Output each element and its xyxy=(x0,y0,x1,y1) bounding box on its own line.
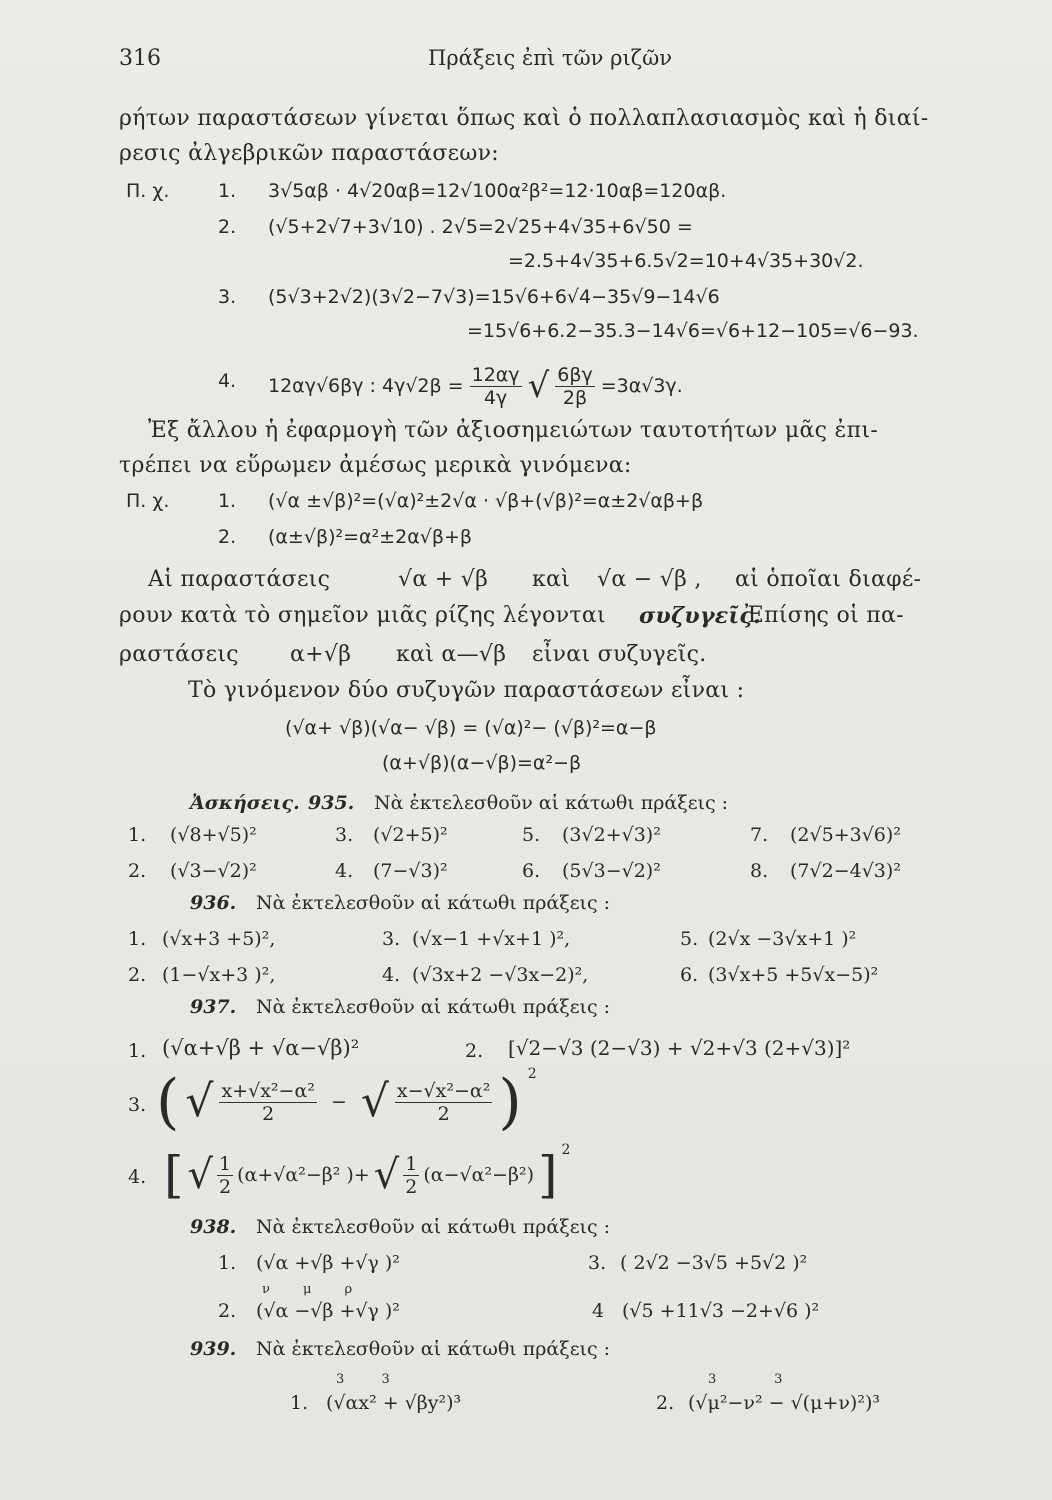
exercise-number: 935. xyxy=(308,792,355,814)
minus-sign: − xyxy=(330,1091,347,1113)
example-number: 2. xyxy=(218,216,237,238)
paragraph-line: Ἐπίσης οἱ πα- xyxy=(745,603,904,628)
exercise-item: (2√x −3√x+1 )² xyxy=(708,928,857,950)
equation: (√5+2√7+3√10) . 2√5=2√25+4√35+6√50 = xyxy=(268,216,693,238)
exercises-heading: Ἀσκήσεις. xyxy=(190,792,300,814)
equation: =3α√3γ. xyxy=(600,375,683,397)
item-number: 4. xyxy=(128,1166,147,1188)
fraction-denominator: 2 xyxy=(405,1175,418,1198)
paragraph-line: καὶ xyxy=(532,567,571,592)
intro-line-2: ρεσις ἀλγεβρικῶν παραστάσεων: xyxy=(119,141,499,166)
item-number: 3. xyxy=(588,1252,607,1274)
bracket-left: [ xyxy=(164,1146,184,1204)
example-label: Π. χ. xyxy=(126,490,170,512)
exercise-item: (√8+√5)² xyxy=(170,824,257,846)
exercise-number: 938. xyxy=(190,1216,237,1238)
fraction xyxy=(217,1153,233,1198)
item-number: 1. xyxy=(128,1040,147,1062)
exercise-item: (√α −√β +√γ )² xyxy=(256,1300,400,1322)
fraction xyxy=(555,364,594,409)
root-indices: ν μ ρ xyxy=(262,1282,353,1297)
item-number: 4 xyxy=(592,1300,605,1322)
fraction-denominator: 2 xyxy=(437,1102,450,1125)
exercise-item: (√αx² + √βy²)³ xyxy=(326,1392,462,1414)
exercise-item xyxy=(164,1142,570,1208)
expression: α+√β xyxy=(290,642,352,667)
fraction-denominator: 2β xyxy=(562,386,588,409)
radical-sign: √ xyxy=(373,1152,400,1198)
item-number: 2. xyxy=(465,1040,484,1062)
exercise-item: (√μ²−ν² − √(μ+ν)²)³ xyxy=(688,1392,880,1414)
paragraph-line: εἶναι συζυγεῖς. xyxy=(532,642,707,667)
item-number: 2. xyxy=(656,1392,675,1414)
item-number: 1. xyxy=(218,1252,237,1274)
item-number: 4. xyxy=(335,860,354,882)
fraction xyxy=(219,1080,316,1125)
example-number: 3. xyxy=(218,286,237,308)
bracket-right: ] xyxy=(537,1146,558,1204)
exercise-item: (√α+√β + √α−√β)² xyxy=(162,1036,360,1060)
root-indices: 3 3 xyxy=(708,1372,783,1387)
exercise-item: (2√5+3√6)² xyxy=(790,824,901,846)
exercise-item: (√α +√β +√γ )² xyxy=(256,1252,400,1274)
exercise-item: (5√3−√2)² xyxy=(562,860,661,882)
exercise-item: (√3x+2 −√3x−2)², xyxy=(412,964,589,986)
page-number: 316 xyxy=(119,46,161,71)
item-number: 8. xyxy=(750,860,769,882)
big-paren-left: ( xyxy=(156,1067,180,1137)
big-paren-right: ) xyxy=(498,1067,522,1137)
exercise-instruction: Νὰ ἐκτελεσθοῦν αἱ κάτωθι πράξεις : xyxy=(256,996,611,1018)
exercise-instruction: Νὰ ἐκτελεσθοῦν αἱ κάτωθι πράξεις : xyxy=(256,1338,611,1360)
paragraph-line: ρουν κατὰ τὸ σημεῖον μιᾶς ρίζης λέγονται xyxy=(119,603,606,628)
item-number: 2. xyxy=(218,1300,237,1322)
exercise-item: (7−√3)² xyxy=(373,860,448,882)
equation: 3√5αβ · 4√20αβ=12√100α²β²=12·10αβ=120αβ. xyxy=(268,180,727,202)
item-number: 1. xyxy=(128,824,147,846)
expression: (α−√α²−β²) xyxy=(423,1164,534,1186)
item-number: 3. xyxy=(335,824,354,846)
emphasis-term: συζυγεῖς. xyxy=(639,603,762,629)
exercise-number: 939. xyxy=(190,1338,237,1360)
paragraph-line: τρέπει να εὕρωμεν ἀμέσως μερικὰ γινόμενα: xyxy=(119,453,632,478)
fraction-numerator: 1 xyxy=(405,1152,418,1175)
exercise-item: [√2−√3 (2−√3) + √2+√3 (2+√3)]² xyxy=(508,1036,851,1060)
item-number: 5. xyxy=(680,928,699,950)
exercise-item: (√2+5)² xyxy=(373,824,448,846)
paragraph-line: Ἐξ ἄλλου ἡ ἐφαρμογὴ τῶν ἀξιοσημειώτων ταυτοτήτων μᾶς ἐπι- xyxy=(148,418,879,443)
item-number: 7. xyxy=(750,824,769,846)
fraction xyxy=(395,1080,492,1125)
paragraph-line: ραστάσεις xyxy=(119,642,239,667)
intro-line-1: ρήτων παραστάσεων γίνεται ὅπως καὶ ὁ πολλαπλασιασμὸς καὶ ἡ διαί- xyxy=(119,106,929,131)
exercise-number: 936. xyxy=(190,892,237,914)
exercise-instruction: Νὰ ἐκτελεσθοῦν αἱ κάτωθι πράξεις : xyxy=(256,1216,611,1238)
equation: (α±√β)²=α²±2α√β+β xyxy=(268,526,472,548)
item-number: 3. xyxy=(128,1094,147,1116)
equation-fraction xyxy=(268,358,683,414)
equation: =15√6+6.2−35.3−14√6=√6+12−105=√6−93. xyxy=(467,320,919,342)
equation: 12αγ√6βγ : 4γ√2β = xyxy=(268,375,464,397)
item-number: 6. xyxy=(680,964,699,986)
exponent: 2 xyxy=(561,1142,571,1158)
item-number: 6. xyxy=(522,860,541,882)
radical-sign: √ xyxy=(360,1076,389,1127)
example-label: Π. χ. xyxy=(126,180,170,202)
equation: (√α+ √β)(√α− √β) = (√α)²− (√β)²=α−β xyxy=(285,717,657,739)
exercise-item: (3√x+5 +5√x−5)² xyxy=(708,964,879,986)
example-number: 2. xyxy=(218,526,237,548)
fraction-denominator: 2 xyxy=(219,1175,232,1198)
item-number: 2. xyxy=(128,964,147,986)
example-number: 1. xyxy=(218,180,237,202)
fraction-numerator: 6βγ xyxy=(557,363,593,386)
item-number: 5. xyxy=(522,824,541,846)
exercise-item: (√x−1 +√x+1 )², xyxy=(412,928,571,950)
item-number: 4. xyxy=(382,964,401,986)
radical-sign: √ xyxy=(527,366,550,406)
equation: (5√3+2√2)(3√2−7√3)=15√6+6√4−35√9−14√6 xyxy=(268,286,720,308)
paragraph-line: καὶ α—√β xyxy=(396,642,507,667)
fraction-denominator: 2 xyxy=(262,1102,275,1125)
paragraph-line: Τὸ γινόμενον δύο συζυγῶν παραστάσεων εἶναι : xyxy=(188,678,745,703)
running-head: Πράξεις ἐπὶ τῶν ριζῶν xyxy=(428,46,672,70)
fraction-numerator: x+√x²−α² xyxy=(221,1079,315,1102)
fraction xyxy=(403,1153,419,1198)
exponent: 2 xyxy=(527,1066,537,1082)
fraction xyxy=(470,364,522,409)
paragraph-line: Αἱ παραστάσεις xyxy=(148,567,331,592)
fraction-numerator: 1 xyxy=(219,1152,232,1175)
paragraph-line: αἱ ὁποῖαι διαφέ- xyxy=(735,567,922,592)
exercise-item: (1−√x+3 )², xyxy=(162,964,276,986)
expression: (α+√α²−β² )+ xyxy=(237,1164,370,1186)
exercise-instruction: Νὰ ἐκτελεσθοῦν αἱ κάτωθι πράξεις : xyxy=(256,892,611,914)
expression: √α − √β , xyxy=(597,567,702,592)
exercise-item: ( 2√2 −3√5 +5√2 )² xyxy=(620,1252,808,1274)
exercise-item: (√5 +11√3 −2+√6 )² xyxy=(622,1300,820,1322)
radical-sign: √ xyxy=(185,1076,214,1127)
fraction-denominator: 4γ xyxy=(483,386,508,409)
item-number: 3. xyxy=(382,928,401,950)
exercise-item xyxy=(156,1066,537,1138)
equation: (√α ±√β)²=(√α)²±2√α · √β+(√β)²=α±2√αβ+β xyxy=(268,490,704,512)
equation: =2.5+4√35+6.5√2=10+4√35+30√2. xyxy=(508,250,864,272)
exercise-item: (7√2−4√3)² xyxy=(790,860,901,882)
radical-sign: √ xyxy=(187,1152,214,1198)
expression: √α + √β xyxy=(398,567,489,592)
example-number: 1. xyxy=(218,490,237,512)
exercise-item: (3√2+√3)² xyxy=(562,824,661,846)
equation: (α+√β)(α−√β)=α²−β xyxy=(382,752,582,774)
exercise-item: (√x+3 +5)², xyxy=(162,928,276,950)
fraction-numerator: x−√x²−α² xyxy=(396,1079,491,1102)
fraction-numerator: 12αγ xyxy=(471,363,520,386)
item-number: 2. xyxy=(128,860,147,882)
example-number: 4. xyxy=(218,370,237,392)
item-number: 1. xyxy=(290,1392,309,1414)
exercise-number: 937. xyxy=(190,996,237,1018)
root-indices: 3 3 xyxy=(336,1372,390,1387)
item-number: 1. xyxy=(128,928,147,950)
exercise-item: (√3−√2)² xyxy=(170,860,257,882)
exercise-instruction: Νὰ ἐκτελεσθοῦν αἱ κάτωθι πράξεις : xyxy=(374,792,729,814)
